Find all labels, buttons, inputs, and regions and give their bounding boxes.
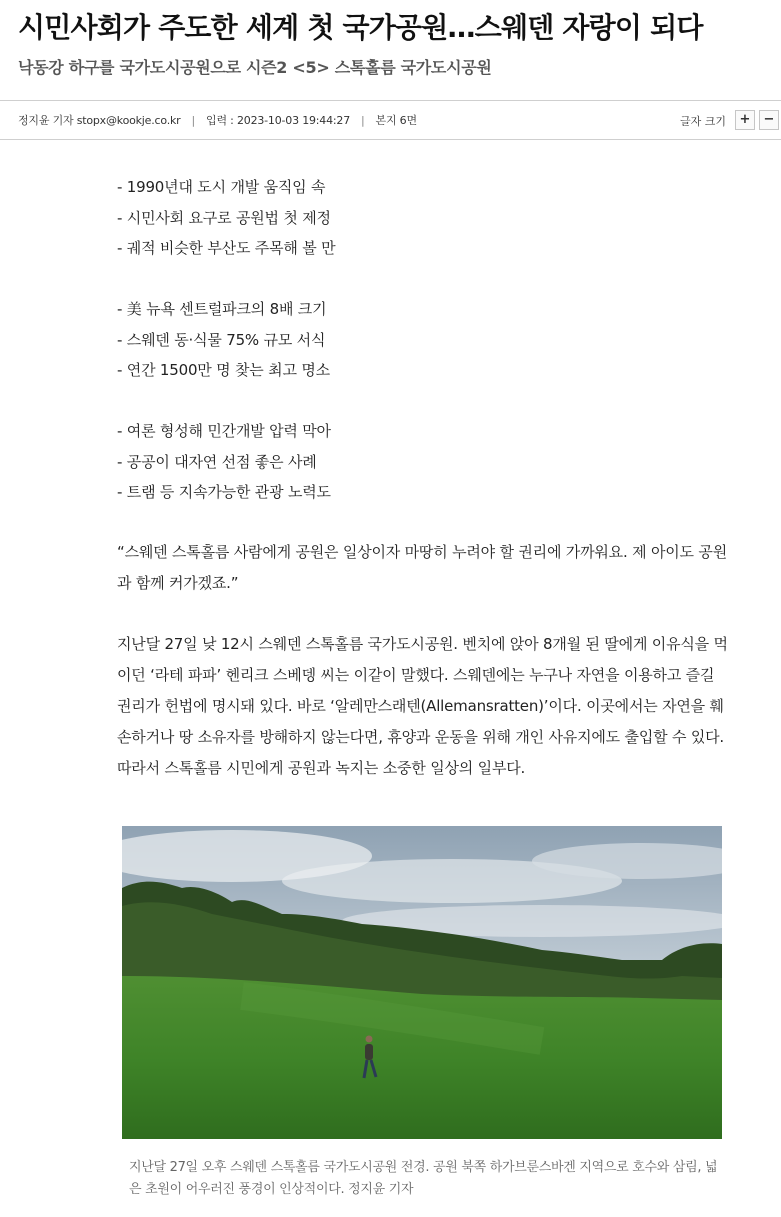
bullet-item: - 1990년대 도시 개발 움직임 속: [117, 178, 326, 196]
divider: |: [361, 114, 365, 127]
summary-bullets: [117, 172, 729, 538]
publish-date: 입력 : 2023-10-03 19:44:27: [206, 114, 350, 127]
bullet-item: - 美 뉴욕 센트럴파크의 8배 크기: [117, 300, 327, 318]
bullet-item: - 트램 등 지속가능한 관광 노력도: [117, 483, 331, 501]
bullet-group: [117, 416, 729, 508]
font-decrease-button[interactable]: −: [759, 110, 779, 130]
bullet-group: [117, 172, 729, 264]
bullet-item: - 공공이 대자연 선점 좋은 사례: [117, 452, 317, 471]
article-meta-bar: [0, 100, 781, 140]
park-landscape-image: [122, 826, 722, 1139]
photo-caption: 지난달 27일 오후 스웨덴 스톡홀름 국가도시공원 전경. 공원 북쪽 하가브룬스바겐 지역으로 호수와 삼림, 넓은 초원이 어우러진 풍경이 인상적이다. 정지윤 기자: [129, 1160, 718, 1197]
byline: 정지윤 기자 stopx@kookje.co.kr: [18, 114, 181, 127]
body-paragraph: 지난달 27일 낮 12시 스웨덴 스톡홀름 국가도시공원. 벤치에 앉아 8개월 된 딸에게 이유식을 먹이던 ‘라테 파파’ 헨리크 스베뎅 씨는 이같이 말했다. 스웨덴에는 누구나 자연을 이용하고 즐길 권리가 헌법에 명시돼 있다. 바로 ‘알레만스래텐(Allemansratten)’이다. 이곳에서는 자연을 훼손하거나 땅 소유자를 방해하지 않는다면, 휴양과 운동을 위해 개인 사유지에도 출입할 수 있다. 따라서 스톡홀름 시민에게 공원과 녹지는 소중한 일상의 일부다.: [117, 635, 728, 777]
font-size-label: 글자 크기: [679, 115, 726, 128]
font-increase-button[interactable]: +: [735, 110, 755, 130]
divider: |: [191, 114, 196, 127]
bullet-item: - 연간 1500만 명 찾는 최고 명소: [117, 361, 330, 379]
bullet-item: - 여론 형성해 민간개발 압력 막아: [117, 422, 331, 440]
bullet-item: - 스웨덴 동·식물 75% 규모 서식: [117, 330, 326, 349]
article-title: 시민사회가 주도한 세계 첫 국가공원…스웨덴 자랑이 되다: [18, 11, 703, 44]
bullet-group: [117, 294, 729, 386]
article-photo: [122, 826, 722, 1139]
print-page: 본지 6면: [375, 114, 417, 127]
article-subtitle: 낙동강 하구를 국가도시공원으로 시즌2 <5> 스톡홀름 국가도시공원: [18, 58, 492, 77]
bullet-item: - 시민사회 요구로 공원법 첫 제정: [117, 208, 331, 227]
article-meta: [18, 112, 417, 128]
bullet-item: - 궤적 비슷한 부산도 주목해 볼 만: [117, 239, 336, 257]
lead-quote: “스웨덴 스톡홀름 사람에게 공원은 일상이자 마땅히 누려야 할 권리에 가까워요. 제 아이도 공원과 함께 커가겠죠.”: [117, 543, 727, 592]
